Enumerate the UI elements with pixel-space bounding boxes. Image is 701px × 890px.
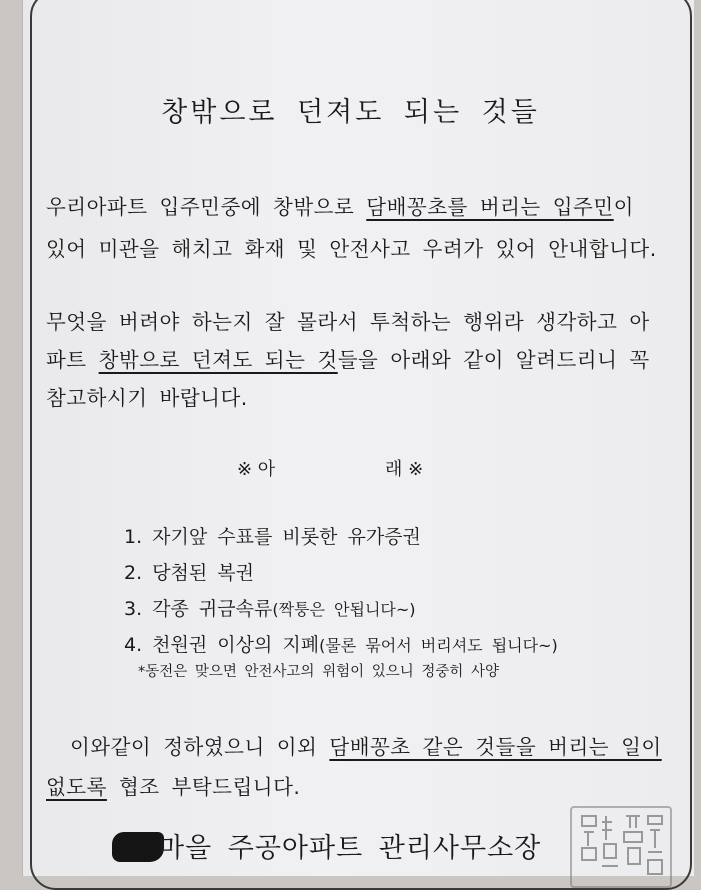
- notice-title: 창밖으로 던져도 되는 것들: [161, 97, 540, 128]
- underlined-phrase: 담배꽁초를 버리는 입주민: [366, 195, 614, 219]
- list-item: 3. 각종 귀금속류(짝퉁은 안됩니다~): [124, 598, 416, 620]
- paragraph-2-line-2: 파트 창밖으로 던져도 되는 것들을 아래와 같이 알려드리니 꼭: [46, 348, 650, 372]
- paragraph-3-line-2: 없도록 협조 부탁드립니다.: [46, 775, 301, 799]
- signature-line: 마을 주공아파트 관리사무소장: [112, 826, 541, 865]
- paragraph-3-line-1: 이와같이 정하였으니 이외 담배꽁초 같은 것들을 버리는 일이: [70, 735, 662, 759]
- coin-note: *동전은 맞으면 안전사고의 위험이 있으니 정중히 사양: [138, 664, 500, 680]
- list-item: 1. 자기앞 수표를 비롯한 유가증권: [124, 526, 421, 548]
- paragraph-2-line-3: 참고하시기 바랍니다.: [46, 386, 248, 410]
- list-item: 4. 천원권 이상의 지폐(물론 묶어서 버리셔도 됩니다~): [124, 634, 558, 656]
- underlined-phrase: 담배꽁초 같은 것들을 버리는 일이: [329, 735, 662, 759]
- paragraph-1-line-1: 우리아파트 입주민중에 창밖으로 담배꽁초를 버리는 입주민이: [46, 195, 634, 219]
- underlined-phrase: 창밖으로 던져도 되는 것: [98, 348, 338, 372]
- underlined-phrase: 없도록: [46, 775, 107, 799]
- redaction-mark: [112, 832, 164, 862]
- paragraph-2-line-1: 무엇을 버려야 하는지 잘 몰라서 투척하는 행위라 생각하고 아: [46, 310, 650, 334]
- list-item: 2. 당첨된 복권: [124, 562, 254, 584]
- paragraph-1-line-2: 있어 미관을 해치고 화재 및 안전사고 우려가 있어 안내합니다.: [46, 237, 657, 261]
